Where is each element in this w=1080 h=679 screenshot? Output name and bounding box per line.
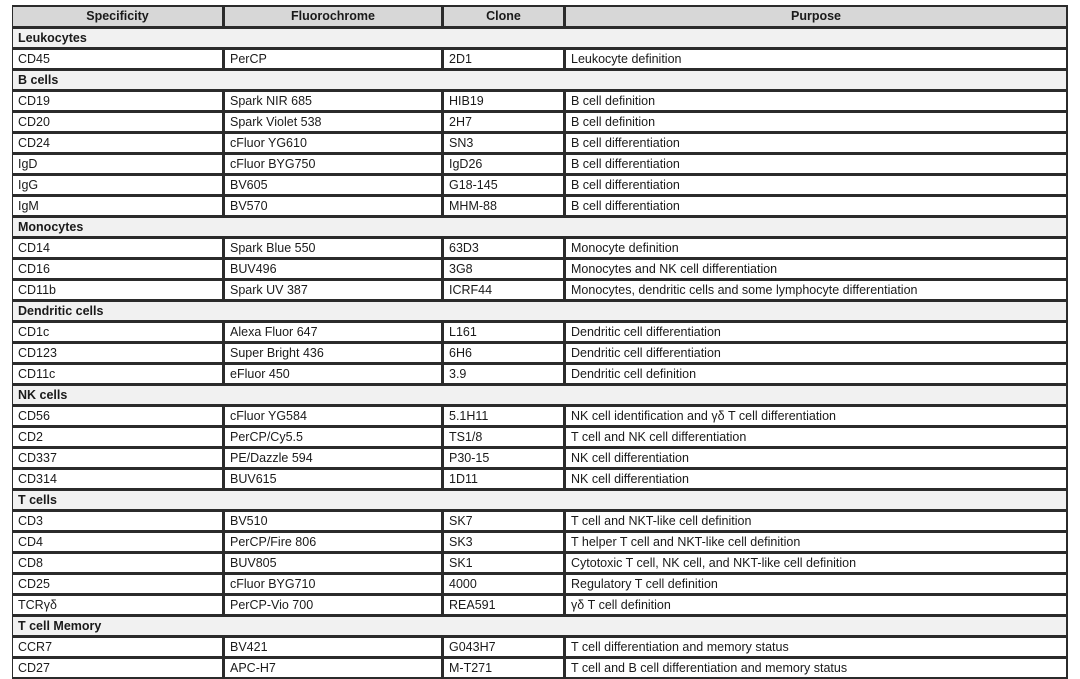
table-row [12, 511, 1068, 532]
table-section-row [12, 616, 1068, 637]
cell-specificity: IgG [12, 175, 224, 196]
cell-clone: 4000 [443, 574, 565, 595]
cell-purpose: NK cell differentiation [565, 469, 1068, 490]
cell-clone: MHM-88 [443, 196, 565, 217]
cell-specificity: CD8 [12, 553, 224, 574]
cell-clone: L161 [443, 322, 565, 343]
cell-fluorochrome: PerCP/Fire 806 [224, 532, 443, 553]
cell-clone: 3.9 [443, 364, 565, 385]
cell-clone: REA591 [443, 595, 565, 616]
cell-specificity: CD25 [12, 574, 224, 595]
cell-clone: 1D11 [443, 469, 565, 490]
table-row [12, 259, 1068, 280]
table-row [12, 154, 1068, 175]
cell-fluorochrome: BV421 [224, 637, 443, 658]
cell-specificity: CD2 [12, 427, 224, 448]
panel-design-table-container [12, 5, 1068, 679]
cell-specificity: CD3 [12, 511, 224, 532]
table-row [12, 175, 1068, 196]
cell-fluorochrome: Spark NIR 685 [224, 91, 443, 112]
cell-fluorochrome: PerCP [224, 49, 443, 70]
cell-purpose: Leukocyte definition [565, 49, 1068, 70]
section-label: T cells [12, 490, 1068, 511]
cell-clone: 2H7 [443, 112, 565, 133]
cell-fluorochrome: BV570 [224, 196, 443, 217]
table-row [12, 322, 1068, 343]
cell-clone: SK3 [443, 532, 565, 553]
cell-specificity: CD27 [12, 658, 224, 679]
cell-purpose: γδ T cell definition [565, 595, 1068, 616]
cell-fluorochrome: cFluor YG610 [224, 133, 443, 154]
cell-specificity: CD11c [12, 364, 224, 385]
cell-purpose: Regulatory T cell definition [565, 574, 1068, 595]
cell-fluorochrome: eFluor 450 [224, 364, 443, 385]
cell-clone: 5.1H11 [443, 406, 565, 427]
cell-specificity: CD45 [12, 49, 224, 70]
cell-clone: SK7 [443, 511, 565, 532]
cell-fluorochrome: PerCP-Vio 700 [224, 595, 443, 616]
cell-purpose: T cell and NKT-like cell definition [565, 511, 1068, 532]
cell-purpose: B cell definition [565, 112, 1068, 133]
cell-specificity: CD4 [12, 532, 224, 553]
cell-specificity: IgM [12, 196, 224, 217]
table-row [12, 469, 1068, 490]
cell-fluorochrome: BUV496 [224, 259, 443, 280]
cell-clone: TS1/8 [443, 427, 565, 448]
cell-clone: IgD26 [443, 154, 565, 175]
cell-fluorochrome: PerCP/Cy5.5 [224, 427, 443, 448]
table-row [12, 112, 1068, 133]
cell-specificity: IgD [12, 154, 224, 175]
table-row [12, 532, 1068, 553]
column-header-specificity: Specificity [12, 5, 224, 28]
cell-purpose: Dendritic cell differentiation [565, 343, 1068, 364]
cell-purpose: Dendritic cell definition [565, 364, 1068, 385]
section-label: Leukocytes [12, 28, 1068, 49]
cell-fluorochrome: PE/Dazzle 594 [224, 448, 443, 469]
cell-specificity: CD20 [12, 112, 224, 133]
cell-specificity: CD337 [12, 448, 224, 469]
cell-fluorochrome: BV510 [224, 511, 443, 532]
table-row [12, 637, 1068, 658]
cell-fluorochrome: BUV805 [224, 553, 443, 574]
table-row [12, 595, 1068, 616]
column-header-clone: Clone [443, 5, 565, 28]
cell-clone: 2D1 [443, 49, 565, 70]
cell-purpose: B cell differentiation [565, 154, 1068, 175]
cell-fluorochrome: Spark Violet 538 [224, 112, 443, 133]
cell-specificity: CD56 [12, 406, 224, 427]
table-row [12, 658, 1068, 679]
cell-purpose: Cytotoxic T cell, NK cell, and NKT-like cell definition [565, 553, 1068, 574]
table-row [12, 427, 1068, 448]
table-row [12, 238, 1068, 259]
table-header [12, 5, 1068, 28]
cell-fluorochrome: Spark Blue 550 [224, 238, 443, 259]
table-body [12, 28, 1068, 679]
cell-fluorochrome: Spark UV 387 [224, 280, 443, 301]
cell-clone: 3G8 [443, 259, 565, 280]
cell-specificity: CD16 [12, 259, 224, 280]
cell-clone: P30-15 [443, 448, 565, 469]
table-row [12, 280, 1068, 301]
cell-specificity: CD14 [12, 238, 224, 259]
table-section-row [12, 385, 1068, 406]
table-row [12, 364, 1068, 385]
cell-specificity: CD1c [12, 322, 224, 343]
cell-fluorochrome: BV605 [224, 175, 443, 196]
table-row [12, 406, 1068, 427]
table-row [12, 49, 1068, 70]
cell-fluorochrome: Super Bright 436 [224, 343, 443, 364]
cell-purpose: B cell differentiation [565, 175, 1068, 196]
cell-fluorochrome: BUV615 [224, 469, 443, 490]
cell-clone: 63D3 [443, 238, 565, 259]
section-label: NK cells [12, 385, 1068, 406]
cell-purpose: Monocyte definition [565, 238, 1068, 259]
cell-clone: HIB19 [443, 91, 565, 112]
cell-fluorochrome: APC-H7 [224, 658, 443, 679]
table-section-row [12, 28, 1068, 49]
cell-purpose: T cell and NK cell differentiation [565, 427, 1068, 448]
cell-purpose: B cell differentiation [565, 133, 1068, 154]
column-header-purpose: Purpose [565, 5, 1068, 28]
table-section-row [12, 301, 1068, 322]
cell-purpose: T cell and B cell differentiation and memory status [565, 658, 1068, 679]
panel-design-table [12, 5, 1068, 679]
cell-specificity: CCR7 [12, 637, 224, 658]
cell-specificity: CD11b [12, 280, 224, 301]
table-header-row [12, 5, 1068, 28]
section-label: Dendritic cells [12, 301, 1068, 322]
cell-fluorochrome: cFluor BYG710 [224, 574, 443, 595]
cell-specificity: CD19 [12, 91, 224, 112]
section-label: T cell Memory [12, 616, 1068, 637]
table-section-row [12, 70, 1068, 91]
cell-purpose: Monocytes, dendritic cells and some lymphocyte differentiation [565, 280, 1068, 301]
cell-specificity: CD123 [12, 343, 224, 364]
cell-purpose: B cell definition [565, 91, 1068, 112]
cell-fluorochrome: Alexa Fluor 647 [224, 322, 443, 343]
table-section-row [12, 217, 1068, 238]
cell-purpose: Dendritic cell differentiation [565, 322, 1068, 343]
cell-clone: G043H7 [443, 637, 565, 658]
cell-fluorochrome: cFluor YG584 [224, 406, 443, 427]
table-row [12, 91, 1068, 112]
section-label: Monocytes [12, 217, 1068, 238]
table-row [12, 133, 1068, 154]
cell-clone: SN3 [443, 133, 565, 154]
cell-specificity: TCRγδ [12, 595, 224, 616]
cell-purpose: Monocytes and NK cell differentiation [565, 259, 1068, 280]
cell-purpose: B cell differentiation [565, 196, 1068, 217]
table-row [12, 196, 1068, 217]
table-section-row [12, 490, 1068, 511]
cell-specificity: CD24 [12, 133, 224, 154]
table-row [12, 553, 1068, 574]
table-row [12, 448, 1068, 469]
cell-clone: 6H6 [443, 343, 565, 364]
cell-clone: M-T271 [443, 658, 565, 679]
column-header-fluorochrome: Fluorochrome [224, 5, 443, 28]
cell-purpose: NK cell differentiation [565, 448, 1068, 469]
cell-fluorochrome: cFluor BYG750 [224, 154, 443, 175]
cell-clone: ICRF44 [443, 280, 565, 301]
table-row [12, 343, 1068, 364]
cell-clone: SK1 [443, 553, 565, 574]
cell-specificity: CD314 [12, 469, 224, 490]
table-row [12, 574, 1068, 595]
cell-clone: G18-145 [443, 175, 565, 196]
cell-purpose: T cell differentiation and memory status [565, 637, 1068, 658]
cell-purpose: NK cell identification and γδ T cell differentiation [565, 406, 1068, 427]
cell-purpose: T helper T cell and NKT-like cell definition [565, 532, 1068, 553]
section-label: B cells [12, 70, 1068, 91]
